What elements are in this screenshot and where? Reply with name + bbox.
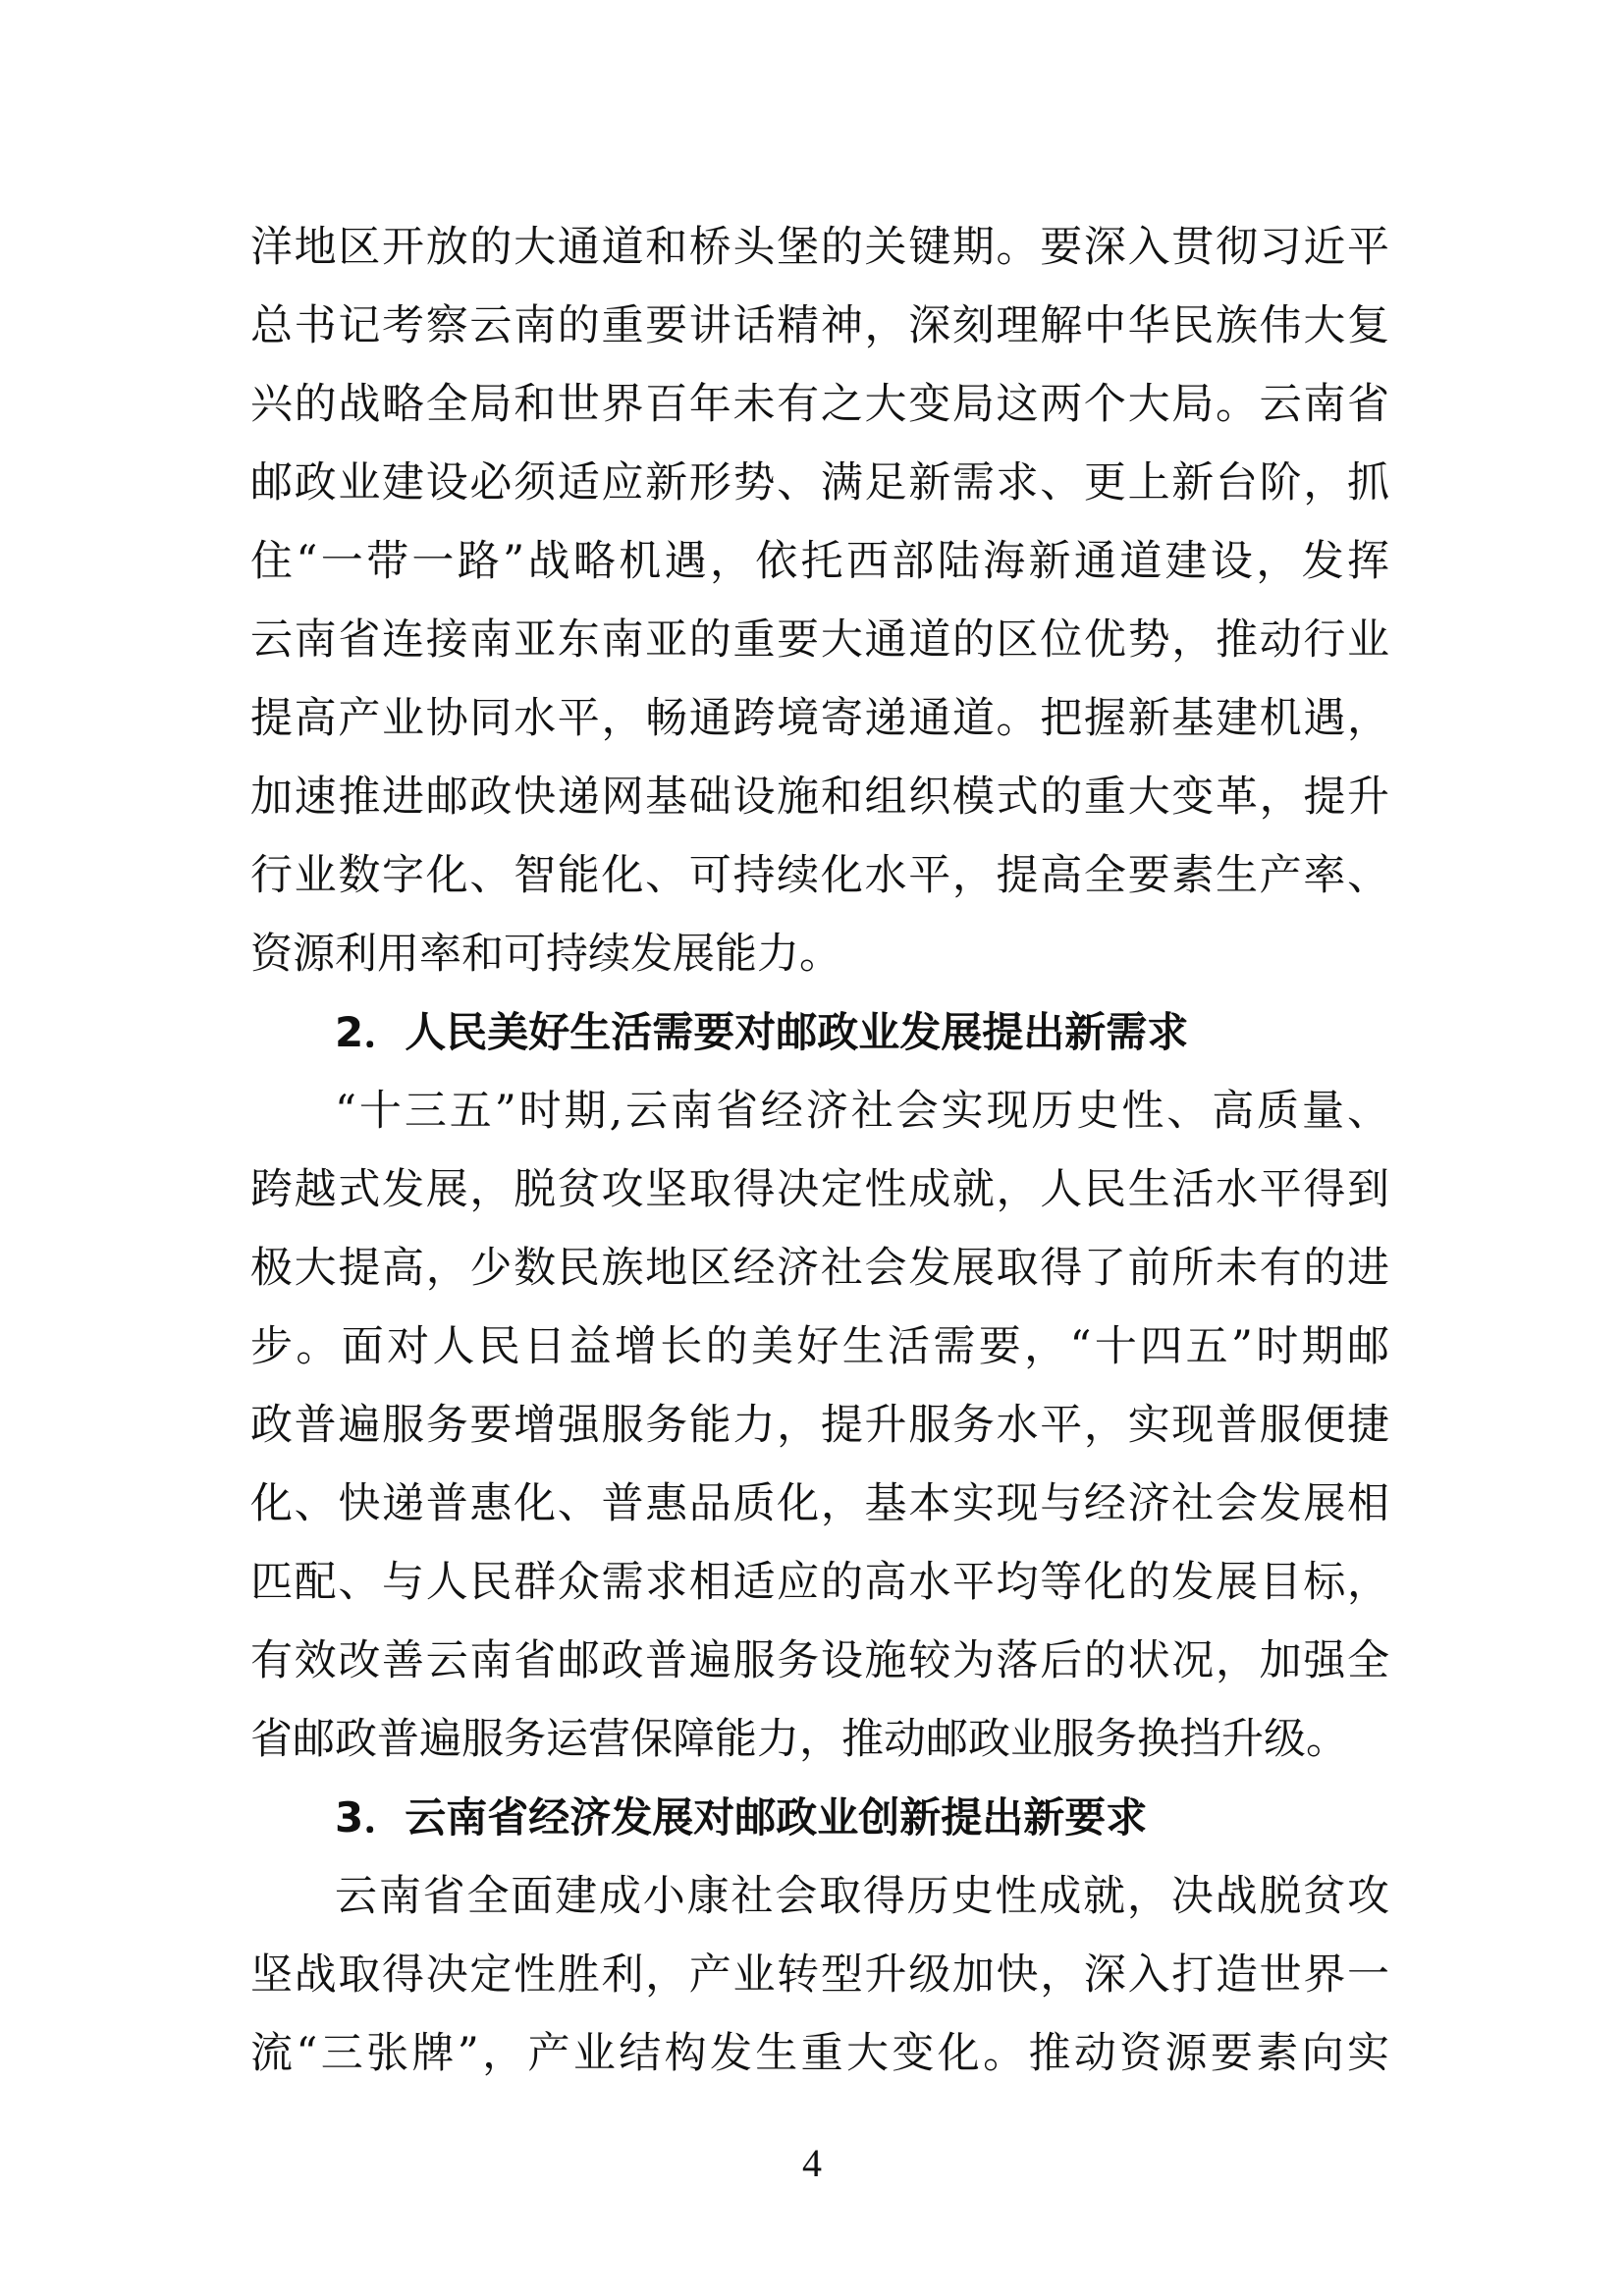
text-line: 邮政业建设必须适应新形势、满足新需求、更上新台阶，抓 [250,458,1389,507]
text-line: 兴的战略全局和世界百年未有之大变局这两个大局。云南省 [250,380,1389,429]
text-line: 跨越式发展，脱贫攻坚取得决定性成就，人民生活水平得到 [250,1165,1389,1214]
text-line: 坚战取得决定性胜利，产业转型升级加快，深入打造世界一 [250,1950,1389,2000]
text-line: 政普遍服务要增强服务能力，提升服务水平，实现普服便捷 [250,1401,1389,1450]
text-line: 化、快递普惠化、普惠品质化，基本实现与经济社会发展相 [250,1479,1389,1528]
text-line: 流“三张牌”，产业结构发生重大变化。推动资源要素向实 [250,2029,1389,2078]
section-heading: 3．云南省经济发展对邮政业创新提出新要求 [335,1793,1148,1842]
text-line: 云南省连接南亚东南亚的重要大通道的区位优势，推动行业 [250,615,1389,665]
text-line: “十三五”时期,云南省经济社会实现历史性、高质量、 [335,1087,1389,1136]
text-line: 省邮政普遍服务运营保障能力，推动邮政业服务换挡升级。 [250,1715,1348,1764]
text-line: 极大提高，少数民族地区经济社会发展取得了前所未有的进 [250,1244,1389,1293]
text-line: 总书记考察云南的重要讲话精神，深刻理解中华民族伟大复 [250,301,1389,350]
text-line: 行业数字化、智能化、可持续化水平，提高全要素生产率、 [250,851,1389,900]
text-line: 步。面对人民日益增长的美好生活需要，“十四五”时期邮 [250,1322,1389,1371]
text-line: 有效改善云南省邮政普遍服务设施较为落后的状况，加强全 [250,1636,1389,1685]
section-heading: 2．人民美好生活需要对邮政业发展提出新需求 [335,1008,1189,1056]
text-line: 提高产业协同水平，畅通跨境寄递通道。把握新基建机遇， [250,694,1389,743]
text-line: 云南省全面建成小康社会取得历史性成就，决战脱贫攻 [335,1872,1389,1921]
page-number: 4 [802,2141,822,2185]
text-line: 资源利用率和可持续发展能力。 [250,930,841,979]
text-line: 加速推进邮政快递网基础设施和组织模式的重大变革，提升 [250,773,1389,822]
text-line: 洋地区开放的大通道和桥头堡的关键期。要深入贯彻习近平 [250,223,1389,272]
text-line: 匹配、与人民群众需求相适应的高水平均等化的发展目标， [250,1558,1389,1607]
body-text [250,208,1389,2093]
text-line: 住“一带一路”战略机遇，依托西部陆海新通道建设，发挥 [250,537,1389,586]
